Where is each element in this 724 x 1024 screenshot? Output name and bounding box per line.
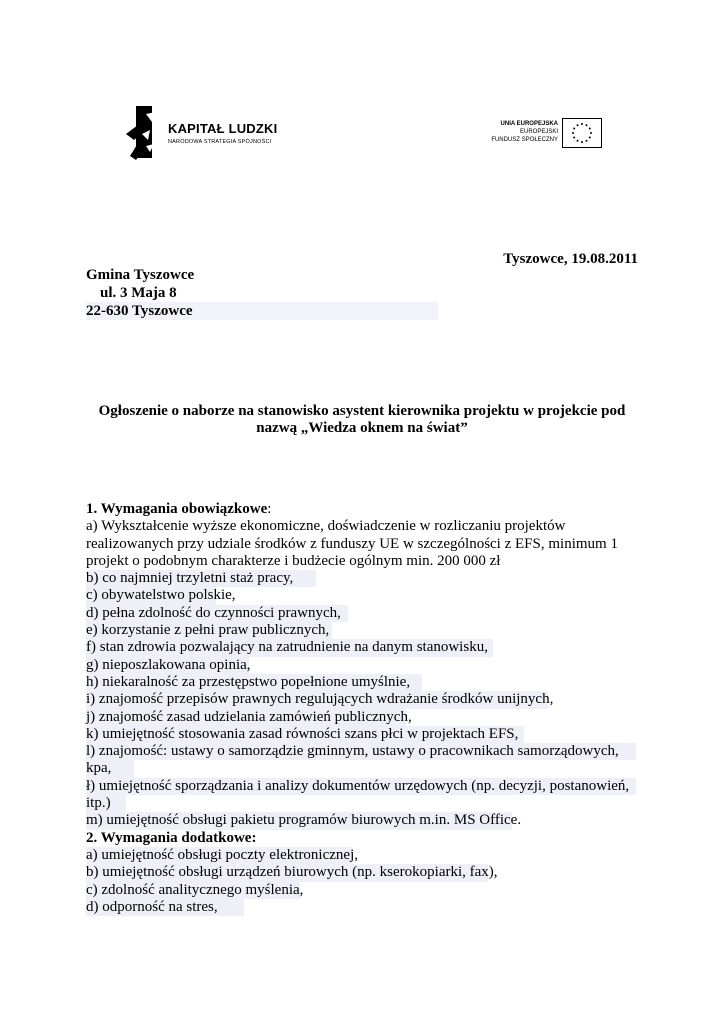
section-1-line: kpa, <box>86 760 134 777</box>
section-1-line: b) co najmniej trzyletni staż pracy, <box>86 570 316 587</box>
section-2-line: a) umiejętność obsługi poczty elektronicznej, <box>86 846 358 863</box>
requirements-body <box>86 501 646 916</box>
kapital-ludzki-emblem-icon <box>122 104 164 162</box>
section-1-line: e) korzystanie z pełni praw publicznych, <box>86 622 332 639</box>
section-2-line: c) zdolność analitycznego myślenia, <box>86 881 304 898</box>
eu-efs-logo <box>470 118 602 150</box>
kapital-ludzki-logo <box>122 104 302 164</box>
section-1-line: c) obywatelstwo polskie, <box>86 587 236 604</box>
document-date: Tyszowce, 19.08.2011 <box>503 251 638 267</box>
eu-flag-icon <box>562 118 602 148</box>
section-1-line: projekt o podobnym charakterze i budżecie ogólnym min. 200 000 zł <box>86 552 501 569</box>
section-2-heading-text: Wymagania dodatkowe: <box>100 829 257 846</box>
address-line-2: ul. 3 Maja 8 <box>100 285 177 301</box>
section-1-line: l) znajomość: ustawy o samorządzie gminnym, ustawy o pracownikach samorządowych, <box>86 743 636 760</box>
kapital-ludzki-subtitle: NARODOWA STRATEGIA SPÓJNOŚCI <box>168 139 272 145</box>
section-1-heading-text: Wymagania obowiązkowe <box>100 501 268 517</box>
address-line-3: 22-630 Tyszowce <box>86 302 438 320</box>
section-1-line: h) niekaralność za przestępstwo popełnione umyślnie, <box>86 674 422 691</box>
section-1-line: realizowanych przy udziale środków z funduszy UE w szczególności z EFS, minimum 1 <box>86 535 618 552</box>
eu-logo-line-3: FUNDUSZ SPOŁECZNY <box>491 137 558 143</box>
section-1-line: itp.) <box>86 795 126 812</box>
announcement-title-line-1: Ogłoszenie o naborze na stanowisko asystent kierownika projektu w projekcie pod <box>98 403 626 419</box>
section-1-line: a) Wykształcenie wyższe ekonomiczne, doświadczenie w rozliczaniu projektów <box>86 518 566 535</box>
section-1-heading: 1. Wymagania obowiązkowe: <box>86 501 272 517</box>
eu-logo-line-1: UNIA EUROPEJSKA <box>500 121 558 127</box>
eu-logo-line-2: EUROPEJSKI <box>519 129 558 135</box>
section-2-line: d) odporność na stres, <box>86 899 244 916</box>
kapital-ludzki-title: KAPITAŁ LUDZKI <box>168 121 278 136</box>
announcement-title-line-2: nazwą „Wiedza oknem na świat” <box>256 420 468 436</box>
section-1-line: j) znajomość zasad udzielania zamówień publicznych, <box>86 708 412 725</box>
section-1-line: k) umiejętność stosowania zasad równości szans płci w projektach EFS, <box>86 726 524 743</box>
section-1-line: m) umiejętność obsługi pakietu programów biurowych m.in. MS Office. <box>86 812 522 829</box>
section-1-line: i) znajomość przepisów prawnych regulujących wdrażanie środków unijnych, <box>86 691 554 708</box>
section-1-line: g) nieposzlakowana opinia, <box>86 656 251 673</box>
address-line-1: Gmina Tyszowce <box>86 267 195 283</box>
eu-logo-text <box>491 120 558 144</box>
section-1-line: d) pełna zdolność do czynności prawnych, <box>86 605 348 622</box>
section-1-line: f) stan zdrowia pozwalający na zatrudnienie na danym stanowisku, <box>86 639 493 656</box>
section-2-line: b) umiejętność obsługi urządzeń biurowych (np. kserokopiarki, fax), <box>86 864 498 881</box>
section-1-line: ł) umiejętność sporządzania i analizy dokumentów urzędowych (np. decyzji, postanowień, <box>86 778 636 795</box>
section-2-heading: 2. Wymagania dodatkowe: <box>86 829 257 846</box>
announcement-title <box>86 403 638 437</box>
